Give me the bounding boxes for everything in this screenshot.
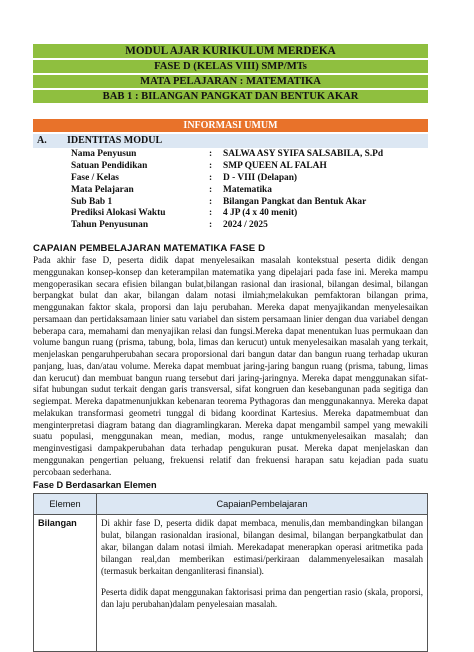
identity-sep: : — [209, 220, 213, 231]
identity-key: Nama Penyusun — [71, 149, 137, 159]
section-letter: A. — [37, 135, 47, 146]
identity-value: 4 JP (4 x 40 menit) — [223, 208, 298, 219]
capaian-paragraph-1: Di akhir fase D, peserta didik dapat membaca, menulis,dan membandingkan bilangan bulat, bilangan rasionaldan irasional, bilangan desimal, bilangan berpangkatbulat dan akar, bilangan dalam notasi ilmiah. Merekadapat menerapkan operasi aritmetika pada bilangan real,dan memberikan estimasi/perkiraan dalammenyelesaikan masalah (termasuk berkaitan denganliterasi finansial). — [101, 518, 423, 576]
section-identity-heading — [33, 134, 428, 148]
section-title: IDENTITAS MODUL — [67, 135, 163, 146]
identity-sep: : — [209, 149, 213, 159]
elements-table — [33, 493, 428, 652]
identity-row — [71, 197, 428, 209]
subject-title: MATA PELAJARAN : MATEMATIKA — [33, 75, 428, 90]
identity-row — [71, 173, 428, 185]
identity-row — [71, 220, 428, 232]
document-page — [33, 44, 428, 652]
learning-outcomes-heading: CAPAIAN PEMBELAJARAN MATEMATIKA FASE D — [33, 243, 266, 255]
elemen-cell: Bilangan — [34, 515, 97, 652]
table-row — [34, 515, 428, 652]
identity-value: 2024 / 2025 — [223, 220, 268, 231]
column-header-capaian: CapaianPembelajaran — [97, 494, 428, 515]
identity-value: SMP QUEEN AL FALAH — [223, 160, 327, 171]
identity-sep: : — [209, 184, 213, 195]
identity-key: Prediksi Alokasi Waktu — [71, 208, 166, 219]
column-header-elemen: Elemen — [34, 494, 97, 515]
fase-title: FASE D (KELAS VIII) SMP/MTs — [33, 60, 428, 75]
identity-key: Tahun Penyusunan — [71, 220, 149, 231]
identity-key: Sub Bab 1 — [71, 196, 113, 207]
identity-row — [71, 208, 428, 220]
identity-sep: : — [209, 172, 213, 183]
identity-key: Fase / Kelas — [71, 172, 119, 183]
phase-elements-heading: Fase D Berdasarkan Elemen — [33, 480, 157, 491]
identity-value: Bilangan Pangkat dan Bentuk Akar — [223, 196, 367, 207]
module-title: MODUL AJAR KURIKULUM MERDEKA — [33, 44, 428, 60]
identity-list — [71, 149, 428, 232]
identity-value: Matematika — [223, 184, 272, 195]
table-header-row — [34, 494, 428, 515]
identity-value: D - VIII (Delapan) — [223, 172, 298, 183]
identity-key: Mata Pelajaran — [71, 184, 134, 195]
identity-row — [71, 149, 428, 161]
identity-row — [71, 161, 428, 173]
learning-outcomes-paragraph: Pada akhir fase D, peserta didik dapat menyelesaikan masalah kontekstual peserta didik dengan menggunakan konsep-konsep dan keterampilan matematika yang dipelajari pada fase ini. Mereka mampu mengoperasikan secara efisien bilangan bulat,bilangan rasional dan irasional, bilangan desimal, bilangan berpangkat bulat dan akar, bilangan dalam notasi ilmiah;melakukan pemfaktoran bilangan prima, menggunakan faktor skala, proporsi dan laju perubahan. Mereka dapat menyajikandan menyelesaikan persamaan dan pertidaksamaan linier satu variabel dan sistem persamaan linier dengan dua variabel dengan beberapa cara, memahami dan menyajikan relasi dan fungsi.Mereka dapat menentukan luas permukaan dan volume bangun ruang (prisma, tabung, bola, limas dan kerucut) untuk menyelesaikan masalah yang terkait, menjelaskan pengaruhperubahan secara proporsional dari bangun datar dan bangun ruang terhadap ukuran panjang, luas, dan/atau volume. Mereka dapat membuat jaring-jaring bangun ruang (prisma, tabung, limas dan kerucut) dan membuat bangun ruang tersebut dari jaring-jaringnya. Mereka dapat menggunakan sifat-sifat hubungan sudut terkait dengan garis transversal, sifat kongruen dan kesebangunan pada segitiga dan segiempat. Mereka dapatmenunjukkan kebenaran teorema Pythagoras dan menggunakannya. Mereka dapat melakukan transformasi geometri tunggal di bidang koordinat Kartesius. Mereka dapatmembuat dan menginterpretasi diagram batang dan diagramlingkaran. Mereka dapat mengambil sampel yang mewakili suatu populasi, menggunakan mean, median, modus, range untukmenyelesaikan masalah; dan menginvestigasi dampakperubahan data terhadap pengukuran pusat. Mereka dapat menjelaskan dan menggunakan pengertian peluang, frekuensi relatif dan frekuensi harapan satu kejadian pada suatu percobaan sederhana. — [33, 255, 428, 477]
identity-sep: : — [209, 160, 213, 171]
identity-value: SALWA ASY SYIFA SALSABILA, S.Pd — [223, 149, 384, 159]
identity-row — [71, 185, 428, 197]
chapter-title: BAB 1 : BILANGAN PANGKAT DAN BENTUK AKAR — [33, 90, 428, 105]
capaian-paragraph-2: Peserta didik dapat menggunakan faktorisasi prima dan pengertian rasio (skala, proporsi, dan laju perubahan)dalam penyelesaian masalah. — [101, 587, 423, 610]
capaian-cell — [97, 515, 428, 652]
identity-sep: : — [209, 208, 213, 219]
general-info-heading: INFORMASI UMUM — [33, 119, 428, 132]
identity-sep: : — [209, 196, 213, 207]
identity-key: Satuan Pendidikan — [71, 160, 148, 171]
